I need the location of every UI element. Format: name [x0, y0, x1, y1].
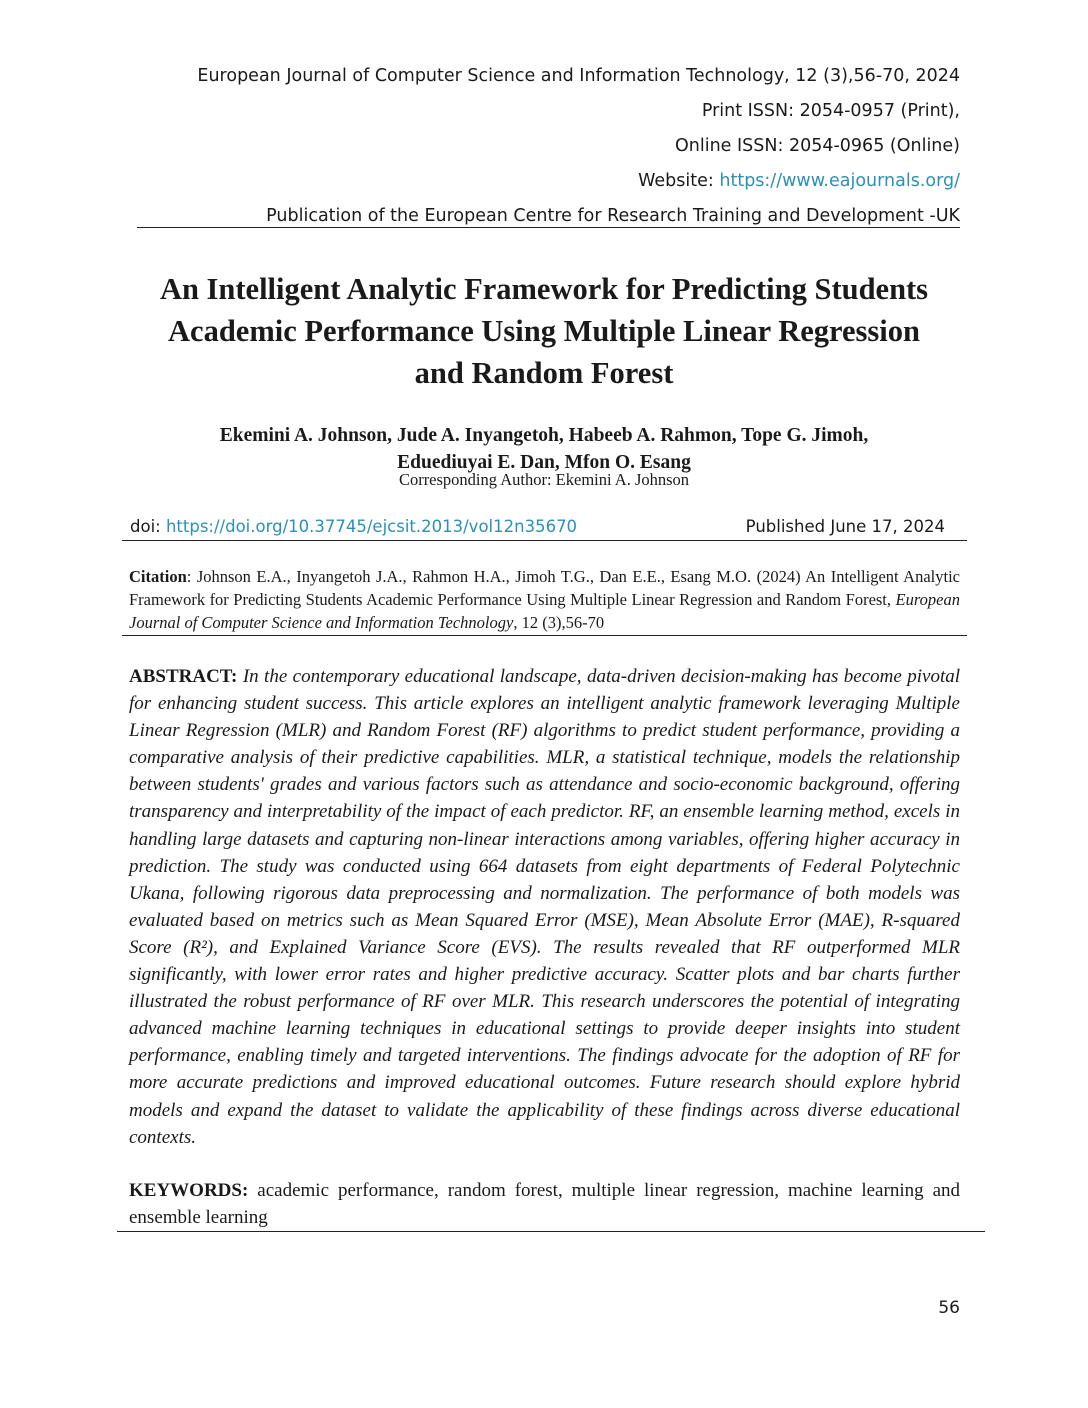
doi-label: doi: — [130, 517, 166, 536]
keywords-text: academic performance, random forest, multiple linear regression, machine learning and ensemble learning — [129, 1180, 960, 1228]
page-number: 56 — [938, 1298, 960, 1318]
keywords — [129, 1177, 960, 1231]
doi-rule — [122, 540, 967, 541]
paper-title — [100, 268, 988, 394]
title-line: and Random Forest — [414, 356, 674, 390]
website-line — [130, 171, 960, 191]
doi-link[interactable]: https://doi.org/10.37745/ejcsit.2013/vol12n35670 — [165, 517, 578, 536]
authors — [100, 422, 988, 476]
title-line: An Intelligent Analytic Framework for Predicting Students — [159, 272, 929, 306]
citation-rule — [122, 635, 967, 636]
print-issn: Print ISSN: 2054-0957 (Print), — [701, 101, 960, 121]
doi-line — [130, 517, 577, 536]
journal-line: European Journal of Computer Science and Information Technology, 12 (3),56-70, 2024 — [197, 66, 960, 86]
title-line: Academic Performance Using Multiple Linear Regression — [168, 314, 920, 348]
publisher-line: Publication of the European Centre for Research Training and Development -UK — [266, 206, 960, 226]
website-label: Website: — [638, 171, 720, 191]
published-date: Published June 17, 2024 — [745, 517, 945, 536]
abstract-label: ABSTRACT: — [129, 666, 238, 687]
citation-journal: European Journal of Computer Science and Information Technology — [129, 590, 960, 632]
keywords-rule — [117, 1231, 985, 1232]
citation-text: : Johnson E.A., Inyangetoh J.A., Rahmon H.A., Jimoh T.G., Dan E.E., Esang M.O. (2024) An Intelligent Analytic Framework for Predicting Students Academic Performance Using Multiple Linear Regression and Random Forest, — [129, 567, 960, 609]
authors-line: Eduediuyai E. Dan, Mfon O. Esang — [397, 452, 691, 473]
corresponding-author: Corresponding Author: Ekemini A. Johnson — [398, 470, 690, 489]
abstract — [129, 663, 960, 1151]
citation-tail: , 12 (3),56-70 — [513, 613, 605, 632]
online-issn: Online ISSN: 2054-0965 (Online) — [675, 136, 960, 156]
website-link[interactable]: https://www.eajournals.org/ — [719, 171, 960, 191]
authors-line: Ekemini A. Johnson, Jude A. Inyangetoh, Habeeb A. Rahmon, Tope G. Jimoh, — [219, 425, 869, 446]
abstract-text: In the contemporary educational landscape, data-driven decision-making has become pivotal for enhancing student success. This article explores an intelligent analytic framework leveraging Multiple Linear Regression (MLR) and Random Forest (RF) algorithms to predict student performance, providing a comparative analysis of their predictive capabilities. MLR, a statistical technique, models the relationship between students' grades and various factors such as attendance and socio-economic background, offering transparency and interpretability of the impact of each predictor. RF, an ensemble learning method, excels in handling large datasets and capturing non-linear interactions among variables, offering higher accuracy in prediction. The study was conducted using 664 datasets from eight departments of Federal Polytechnic Ukana, following rigorous data preprocessing and normalization. The performance of both models was evaluated based on metrics such as Mean Squared Error (MSE), Mean Absolute Error (MAE), R-squared Score (R²), and Explained Variance Score (EVS). The results revealed that RF outperformed MLR significantly, with lower error rates and higher predictive accuracy. Scatter plots and bar charts further illustrated the robust performance of RF over MLR. This research underscores the potential of integrating advanced machine learning techniques in educational settings to provide deeper insights into student performance, enabling timely and targeted interventions. The findings advocate for the adoption of RF for more accurate predictions and improved educational outcomes. Future research should explore hybrid models and expand the dataset to validate the applicability of these findings across diverse educational contexts. — [129, 666, 961, 1148]
citation — [129, 565, 960, 634]
keywords-label: KEYWORDS: — [129, 1180, 249, 1201]
citation-label: Citation — [129, 567, 187, 586]
header-rule — [137, 227, 960, 228]
